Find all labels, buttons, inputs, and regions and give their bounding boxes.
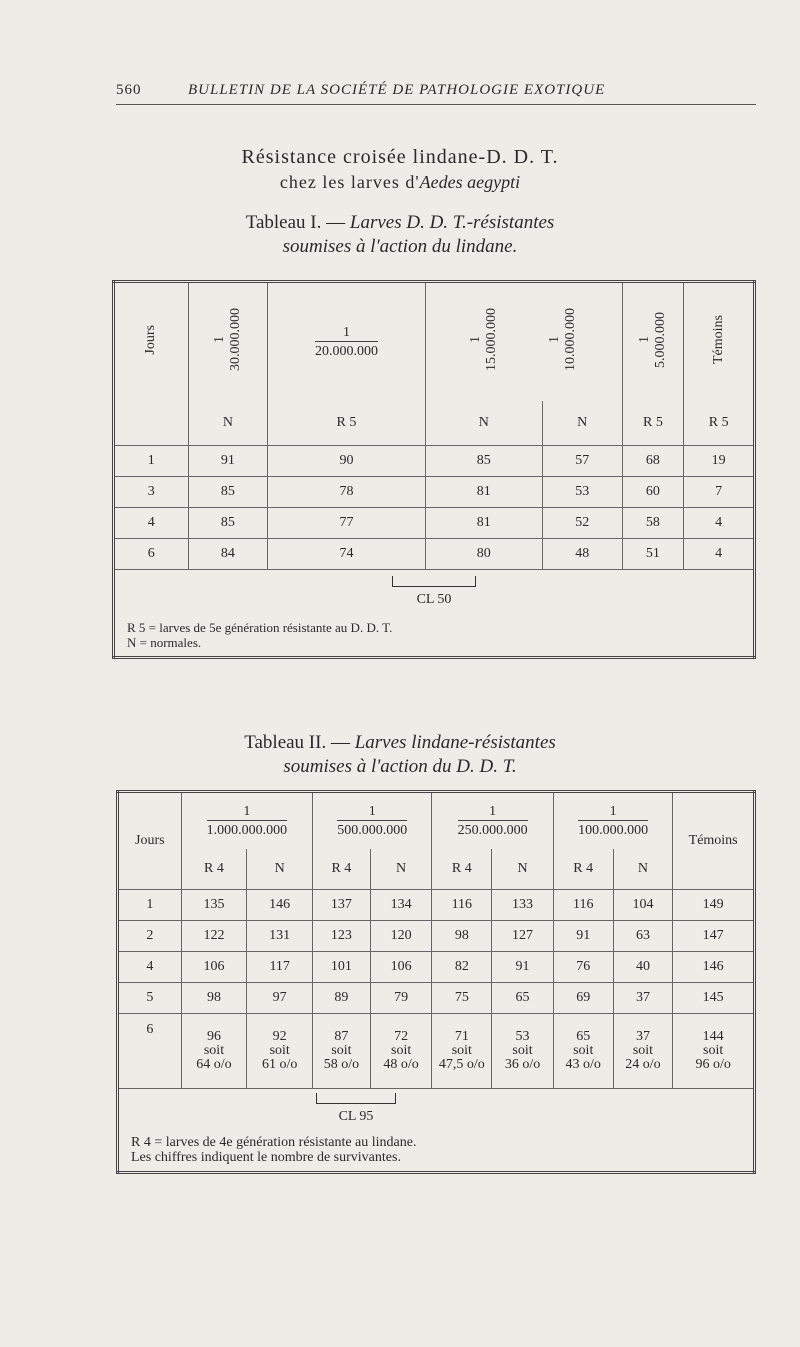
table1-subheader-row: N R 5 N N R 5 R 5 (114, 401, 755, 446)
article-title: Résistance croisée lindane-D. D. T. (241, 146, 559, 168)
species-name: Aedes aegypti (419, 172, 521, 192)
table1-legend-line1: R 5 = larves de 5e génération résistante au D. D. T. (127, 620, 393, 635)
table2 (116, 790, 756, 1174)
table-row: 1 135 146 137 134 116 133 116 104 149 (118, 890, 755, 921)
table2-header-conc-4: $\frac{1}{100.000.000}$ (553, 792, 672, 850)
table1-legend-line2: N = normales. (127, 635, 202, 650)
cl-label: CL 95 (338, 1109, 374, 1124)
page-number: 560 (116, 82, 142, 98)
table-row: 3 85 78 81 53 60 7 (114, 477, 755, 508)
table1-header-jours: Jours (143, 324, 159, 355)
article-subtitle-prefix: chez les larves d' (279, 172, 420, 192)
table2-subheader-row: R 4 N R 4 N R 4 N R 4 N (118, 849, 755, 890)
table2-subtitle: soumises à l'action du D. D. T. (283, 756, 517, 777)
table-row: 6 84 74 80 48 51 4 (114, 539, 755, 570)
table1-title-italic: Larves D. D. T.-résistantes (349, 212, 555, 233)
table1-header-conc-1: 1 30.000.000 (188, 282, 268, 402)
table-row: 4 85 77 81 52 58 4 (114, 508, 755, 539)
table2-title-italic: Larves lindane-résistantes (354, 732, 556, 753)
cl-label: CL 50 (416, 592, 452, 607)
table2-header-temoins: Témoins (673, 792, 755, 890)
table2-header-conc-2: $\frac{1}{500.000.000}$ (313, 792, 432, 850)
header-rule (116, 104, 756, 105)
table2-legend-line1: R 4 = larves de 4e génération résistante au lindane. (131, 1135, 417, 1150)
table1-header-conc-3: 1 15.000.000 (468, 308, 500, 371)
table1-legend (114, 614, 755, 658)
table1-title-prefix: Tableau I. — (245, 212, 350, 233)
table2-title (0, 732, 800, 754)
cl-bracket (392, 576, 476, 608)
table-row: 5 98 97 89 79 75 65 69 37 145 (118, 983, 755, 1014)
table1-header-temoins: Témoins (684, 282, 755, 402)
table2-cl-marker (118, 1089, 755, 1130)
table2-header-conc-3: $\frac{1}{250.000.000}$ (432, 792, 553, 850)
table2-header-conc-1: $\frac{1}{1.000.000.000}$ (181, 792, 312, 850)
table1 (112, 280, 756, 659)
table1-cl-marker (114, 570, 755, 615)
table2-legend (118, 1129, 755, 1173)
journal-title: BULLETIN DE LA SOCIÉTÉ DE PATHOLOGIE EXOTIQUE (188, 82, 606, 98)
table1-header-conc-3-4 (425, 282, 622, 402)
table2-header-jours: Jours (135, 833, 165, 848)
table-row-final: 6 96 soit 64 o/o 92 soit 61 o/o 87 soit 58 o/o 72 soit 48 o/o 71 soit 47,5 o/o 53 soit 36 o/o 65 soit 43 o/o 37 soit 24 o/o 144 soit 96 o/o (118, 1014, 755, 1089)
table1-title (0, 212, 800, 234)
table1-subtitle: soumises à l'action du lindane. (282, 236, 518, 257)
article-subtitle (0, 172, 800, 193)
table-row: 2 122 131 123 120 98 127 91 63 147 (118, 921, 755, 952)
table-row: 4 106 117 101 106 82 91 76 40 146 (118, 952, 755, 983)
cl-bracket (316, 1093, 396, 1125)
table2-legend-line2: Les chiffres indiquent le nombre de survivantes. (131, 1150, 401, 1165)
table1-header-conc-5: 1 5.000.000 (622, 282, 684, 402)
table2-title-prefix: Tableau II. — (244, 732, 355, 753)
table1-header-conc-4: 1 10.000.000 (547, 308, 579, 371)
table1-header-conc-2: $\frac{1}{20.000.000}$ (268, 282, 425, 402)
table-row: 1 91 90 85 57 68 19 (114, 446, 755, 477)
